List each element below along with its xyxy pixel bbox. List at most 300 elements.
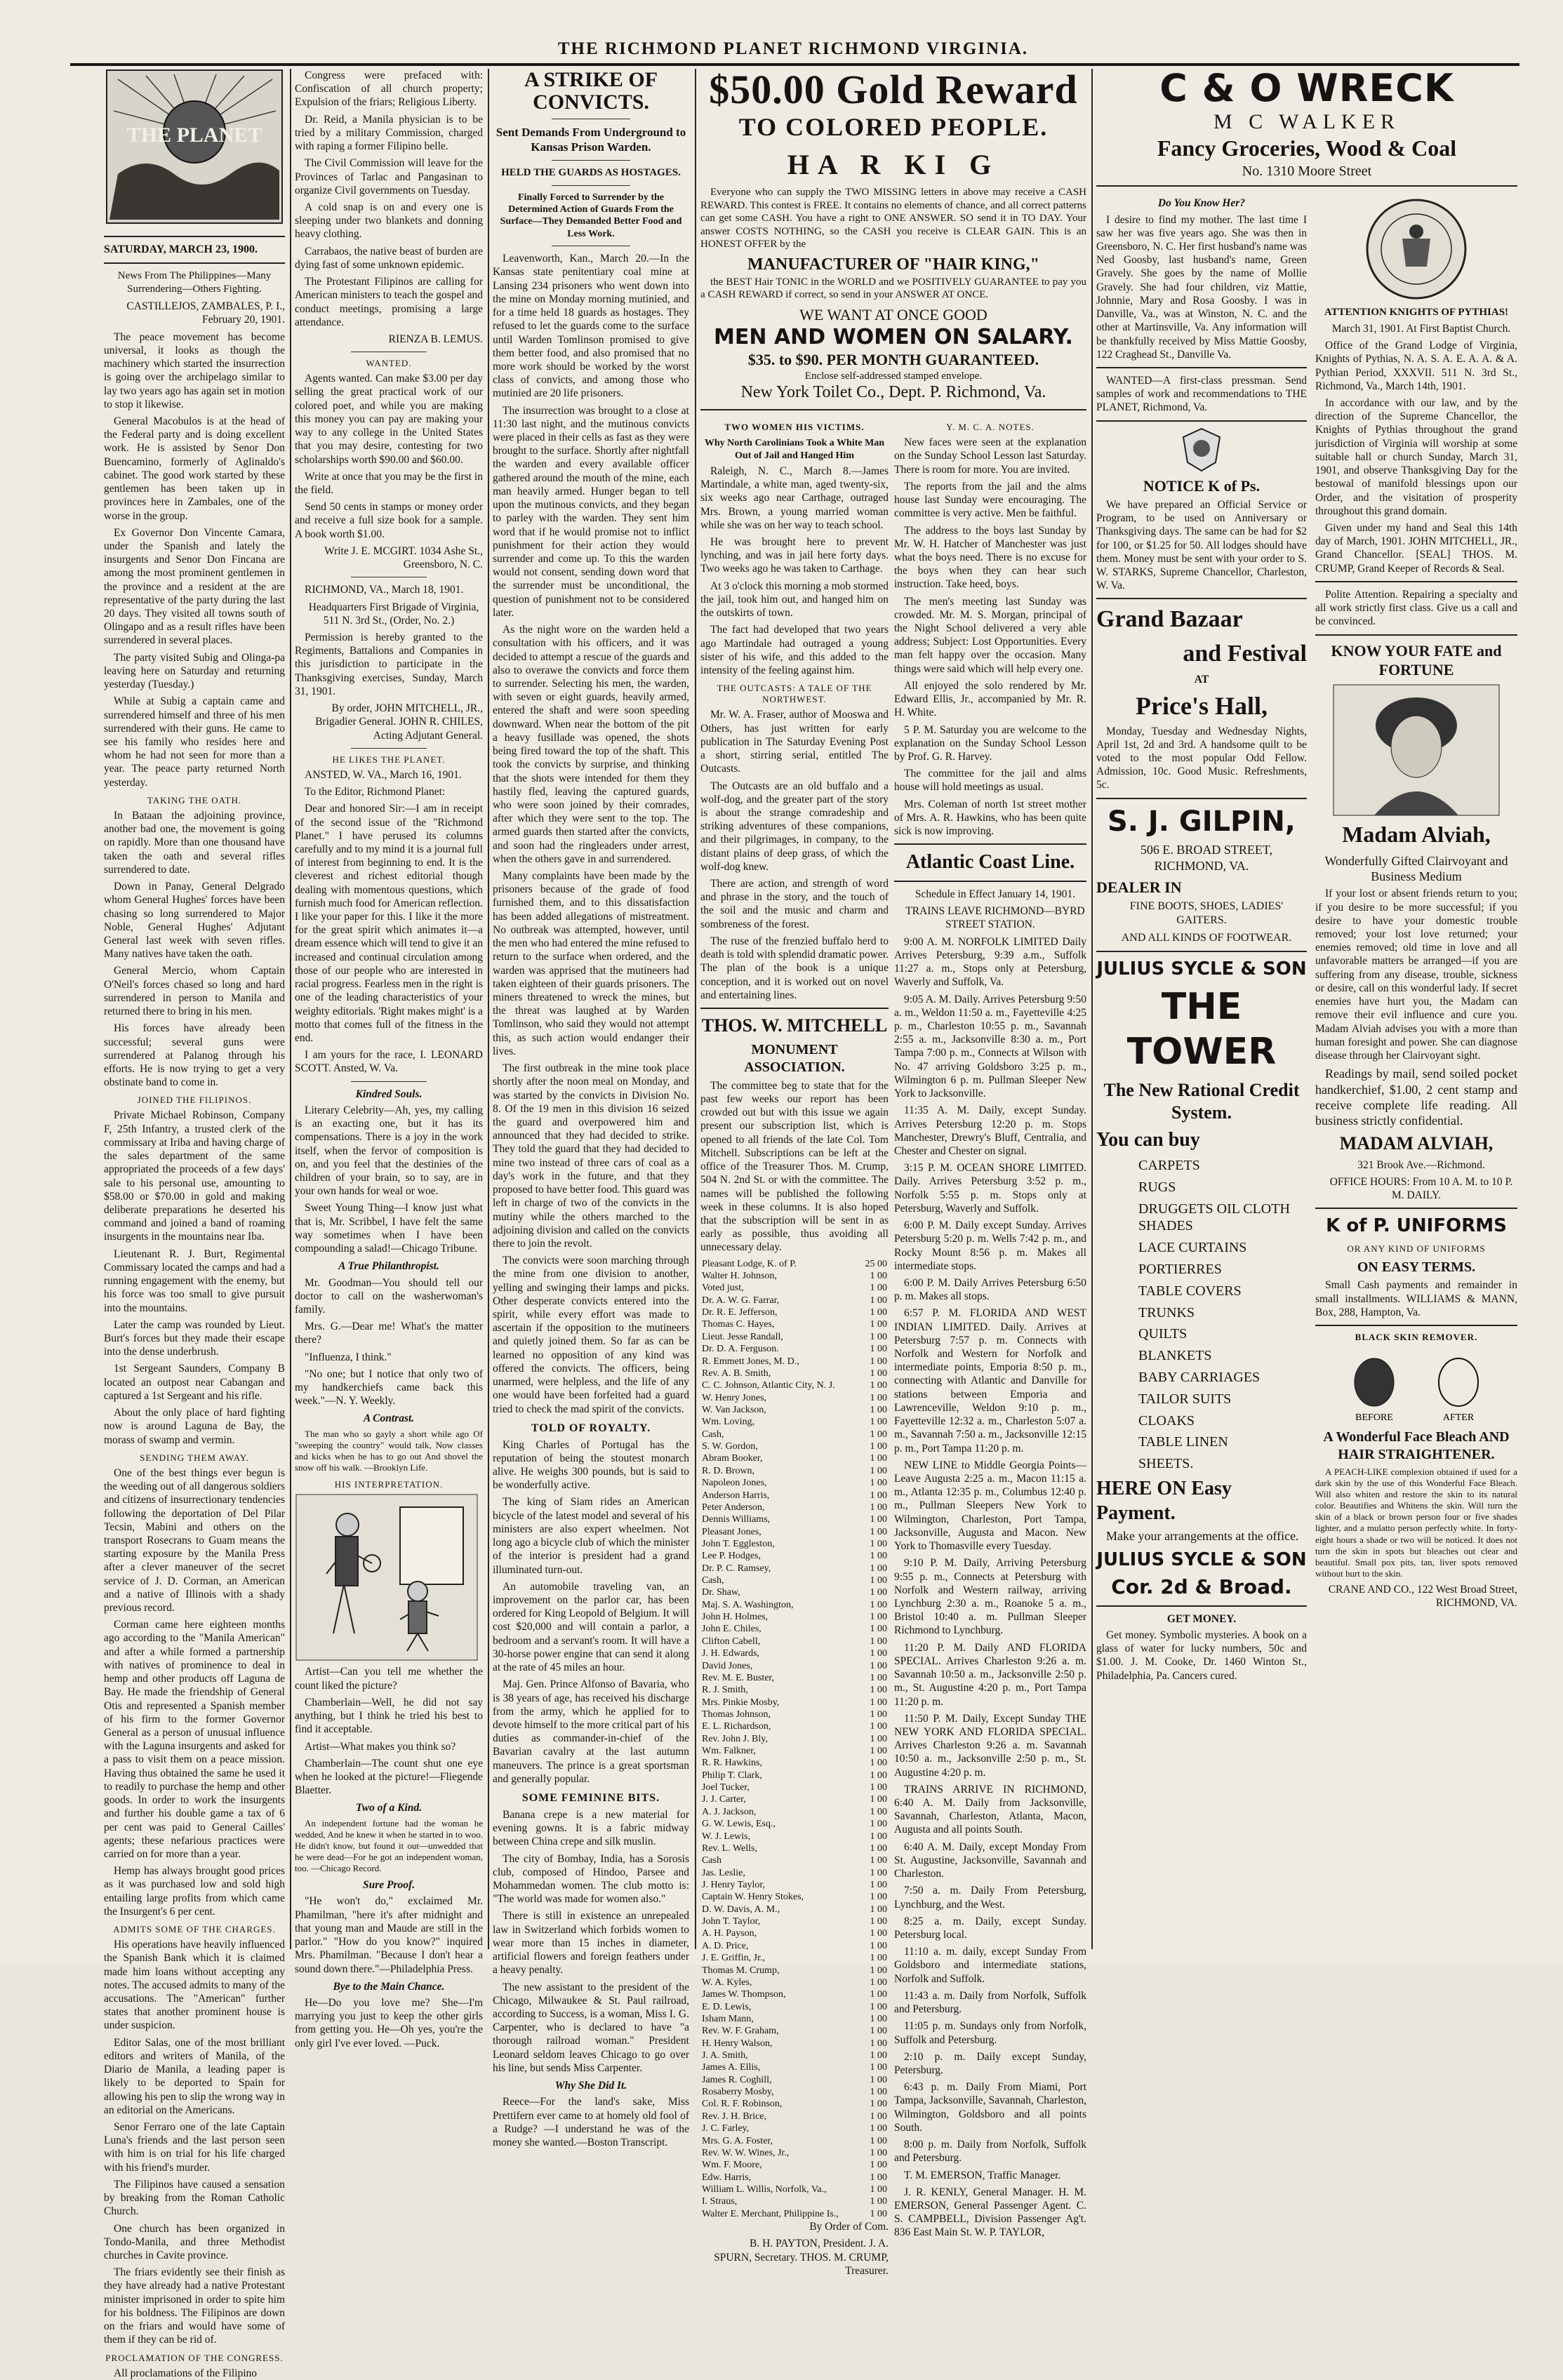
subscriber-amount: 1 00 (870, 1478, 887, 1489)
madam-name: MADAM ALVIAH, (1339, 1133, 1494, 1154)
subscriber-row (700, 1404, 889, 1416)
subscriber-amount: 1 00 (870, 1806, 887, 1817)
subscriber-name: Thomas M. Crump, (702, 1965, 780, 1976)
col2-para: Artist—Can you tell me whether the count liked the picture? (295, 1666, 483, 1692)
corner-heading: Cor. 2d & Broad. (1111, 1575, 1292, 1598)
subscriber-name: A. J. Jackson, (702, 1806, 757, 1817)
gold-reward-headline: $50.00 Gold Reward (709, 67, 1078, 112)
subscriber-name: Walter H. Johnson, (702, 1271, 777, 1282)
subscriber-name: E. D. Lewis, (702, 2001, 752, 2012)
subscriber-row (700, 1586, 889, 1598)
goods-item: TABLE LINEN (1138, 1434, 1228, 1450)
train-entry: 11:35 A. M. Daily, except Sunday. Arrives Petersburg 12:20 p. m. Stops Manchester, Drewry's Bluff, Centralia, and Chester and Chester on signal. (894, 1104, 1086, 1157)
subscriber-amount: 1 00 (870, 1953, 887, 1964)
subscriber-amount: 1 00 (870, 1672, 887, 1683)
subscriber-name: J. C. Farley, (702, 2123, 750, 2134)
skin-heading: BLACK SKIN REMOVER. (1355, 1332, 1478, 1343)
goods-item: TAILOR SUITS (1138, 1391, 1232, 1407)
col1-para: While at Subig a captain came and surrendered himself and three of his men surrendered with their guns. He came to see his family who resides here and whom he had not seen for more than a year. The peace party returned North yesterday. (104, 695, 285, 789)
col2-para: Chamberlain—The count shut one eye when he looked at the picture!—Fliegende Blaetter. (295, 1757, 483, 1797)
subscriber-amount: 1 00 (870, 1587, 887, 1598)
bazaar-at: AT (1194, 673, 1209, 686)
col2-para: Send 50 cents in stamps or money order and receive a full size book for a sample. A book worth $1.00. (295, 501, 483, 540)
col5-para: If your lost or absent friends return to you; if you desire to be more successful; if you desire to have your domestic trouble removed; your lost love returned; your enemies removed; old time in love and all unfavorable matters be arranged—if you are suffering from any disease, trouble, sickness or desire, call on this wonderful lady. If secret enemies have hurt you, the Madam can remove their evil influence and cure you. Madam Alviah advises you with a more than human foresight and power. She can diagnose disease through her Clairvoyant sight. (1315, 888, 1517, 1062)
subscriber-amount: 1 00 (870, 1636, 887, 1647)
subscriber-row (700, 1331, 889, 1343)
gilpin-heading: S. J. GILPIN, (1107, 805, 1296, 838)
sureproof-heading: Sure Proof. (362, 1879, 415, 1892)
philanthropist-heading: A True Philanthropist. (338, 1260, 439, 1273)
subscriber-amount: 1 00 (870, 1831, 887, 1842)
subscriber-row (700, 1684, 889, 1696)
col5-para: WANTED—A first-class pressman. Send samples of work and recommendations to THE PLANET, Richmond, Va. (1096, 374, 1307, 414)
enclose-line: Enclose self-addressed stamped envelope. (804, 370, 983, 382)
subscriber-amount: 1 00 (870, 1331, 887, 1342)
fate-heading: KNOW YOUR FATE and FORTUNE (1331, 641, 1502, 678)
subscriber-row (700, 1575, 889, 1586)
subscriber-row (700, 2195, 889, 2207)
col2-para: The Civil Commission will leave for the Provinces of Tarlac and Pangasinan to organize Civil governments on Tuesday. (295, 157, 483, 196)
col1-para: One of the best things ever begun is the weeding out of all dangerous soldiers and citizens of insurrectionary tendencies following the deportation of Del Pilar Tecsin, Mabini and others on the transport Rosecrans to Guam means the starting exposure by the Manila Press after a clever maneuver of the secret service of J. D. Corman, an American and a native of Illinois with a shady previous record. (104, 1466, 285, 1614)
subscriber-name: A. H. Payson, (702, 1928, 757, 1939)
train-entry: 6:00 P. M. Daily except Sunday. Arrives Petersburg 5:20 p. m. Wells 7:42 p. m., and Rocky Mount 8:56 p. m. Makes all intermediate stops. (894, 1219, 1086, 1272)
subscriber-amount: 1 00 (870, 1880, 887, 1890)
col2-para: Dr. Reid, a Manila physician is to be tried by a military Commission, charged with raping a former Filipino belle. (295, 113, 483, 153)
train-entry: 6:43 p. m. Daily From Miami, Port Tampa, Jacksonville, Savannah, Charleston, Wilmington, Goldsboro and all points South. (894, 2081, 1086, 2134)
subscriber-name: Anderson Harris, (702, 1490, 770, 1501)
subscriber-amount: 1 00 (870, 2099, 887, 2110)
attention-heading: ATTENTION KNIGHTS OF PYTHIAS! (1324, 307, 1509, 319)
subscriber-row (700, 1965, 889, 1977)
goods-item: CLOAKS (1138, 1412, 1195, 1429)
subscriber-amount: 1 00 (870, 1916, 887, 1927)
subscriber-amount: 1 00 (870, 1685, 887, 1696)
col1-para: Editor Salas, one of the most brilliant editors and writers of Manila, of the Diario de Manila, a leading paper is likely to be deported to Spain for allowing his pen to slip the wrong way in an editorial on the Americans. (104, 2036, 285, 2116)
col1-para: His operations have heavily influenced the Spanish Bank which it is claimed made him loans without accepting any notes. The accused admits to many of the accusations. The "American" further states that another prominent house is under suspicion. (104, 1939, 285, 2032)
interpretation-heading: HIS INTERPRETATION. (334, 1479, 444, 1490)
subscriber-name: Rev. L. Wells, (702, 1843, 757, 1854)
proclamation-heading: PROCLAMATION OF THE CONGRESS. (105, 2352, 284, 2363)
subscriber-amount: 1 00 (870, 1344, 887, 1355)
col4-para: The address to the boys last Sunday by Mr. W. H. Hatcher of Manchester was just what the boys need. There is no excuse for the boys when they can hear such instruction. Take heed, boys. (894, 524, 1086, 591)
col2-para: I am yours for the race, I. LEONARD SCOTT. Ansted, W. Va. (295, 1049, 483, 1075)
subscriber-row (700, 1879, 889, 1891)
col2-para: Headquarters First Brigade of Virginia, 511 N. 3rd St., (Order, No. 2.) (308, 601, 479, 627)
subscriber-name: Peter Anderson, (702, 1502, 765, 1513)
subscriber-row (700, 1379, 889, 1391)
col2-para: Artist—What makes you think so? (305, 1740, 456, 1753)
subscriber-row (700, 1282, 889, 1294)
col4-para: The reports from the jail and the alms house last Sunday were encouraging. The committee is very active. Men be faithful. (894, 480, 1086, 520)
subscriber-amount: 1 00 (870, 2147, 887, 2158)
subscriber-amount: 1 00 (870, 2184, 887, 2195)
subscriber-row (700, 2147, 889, 2159)
salary-line: $35. to $90. PER MONTH GUARANTEED. (747, 351, 1039, 369)
col4-para: the BEST Hair TONIC in the WORLD and we POSITIVELY GUARANTEE to pay you a CASH REWARD if correct, so send in your ANSWER AT ONCE. (700, 276, 1086, 301)
canbuy-heading: You can buy (1096, 1129, 1200, 1151)
subscriber-amount: 1 00 (870, 1721, 887, 1732)
goods-item: QUILTS (1138, 1326, 1188, 1342)
subscriber-row (700, 1392, 889, 1404)
bazaar-heading: Grand Bazaar (1096, 606, 1243, 633)
subscriber-name: James A. Ellis, (702, 2062, 761, 2073)
subscriber-row (700, 1623, 889, 1635)
subscriber-name: William L. Willis, Norfolk, Va., (702, 2184, 827, 2195)
subscriber-row (700, 1538, 889, 1550)
column-1 (104, 69, 285, 2379)
column-4 (700, 67, 1086, 2277)
col5-right (1315, 192, 1517, 1613)
col1-para: One church has been organized in Tondo-Manila, and three Methodist churches in Cavite province. (104, 2222, 285, 2261)
subscriber-row (700, 1988, 889, 2000)
subscriber-amount: 1 00 (870, 1356, 887, 1367)
col1-headline: News From The Philippines—Many Surrendering—Others Fighting. (117, 270, 272, 295)
column-divider (695, 69, 696, 1949)
address-line: No. 1310 Moore Street (1242, 163, 1372, 179)
col1-para: Ex Governor Don Vincente Camara, under the Spanish and lately the insurgents and Senor Don Fincana are among the most prominent gentlemen in the province and a resident at the are representative of the party during the last 20 days. They visited all towns south of Olingapo and as a result rifles have been surrendered in several places. (104, 526, 285, 647)
subscriber-row (700, 2098, 889, 2110)
bye-heading: Bye to the Main Chance. (333, 1980, 445, 1993)
subscriber-name: Mrs. Pinkie Mosby, (702, 1697, 780, 1708)
convicts-subhead: HELD THE GUARDS AS HOSTAGES. (501, 167, 681, 179)
filipinos-heading: JOINED THE FILIPINOS. (137, 1095, 252, 1106)
col4-para: There are action, and strength of word and phrase in the story, and the touch of the soil and the music and charm and sombreness of the forest. (700, 878, 889, 930)
col2-para: The Protestant Filipinos are calling for American ministers to teach the gospel and conduct meetings, promising a large attendance. (295, 276, 483, 328)
subscriber-name: Maj. S. A. Washington, (702, 1599, 794, 1610)
subscriber-name: I. Straus, (702, 2196, 738, 2207)
col3-para: Banana crepe is a new material for evening gowns. It is a fabric midway between China crepe and silk muslin. (493, 1808, 689, 1848)
signature: Write J. E. MCGIRT. 1034 Ashe St., Greensboro, N. C. (324, 544, 483, 571)
subscriber-name: Pleasant Jones, (702, 1526, 761, 1537)
col1-para: Lieutenant R. J. Burt, Regimental Commissary located the camps and had a running engagement with the enemy, but his force was too small to give pursuit into the mountains. (104, 1248, 285, 1314)
column-5 (1096, 66, 1517, 1949)
goods-item: RUGS (1138, 1179, 1176, 1195)
masthead: THE RICHMOND PLANET RICHMOND VIRGINIA. (557, 39, 1029, 58)
bazaar-hall: Price's Hall, (1136, 691, 1268, 720)
col5-para: We have prepared an Official Service or Program, to be used on Anniversary or Thanksgiving days. The same can be had for $2 for 100, or $1.25 for 50. All lodges should have them. Money must be sent with your order to S. W. STARKS, Supreme Chancellor, Charleston, W. Va. (1096, 498, 1307, 592)
subscriber-row (700, 1720, 889, 1732)
col4-para: At 3 o'clock this morning a mob stormed the jail, took him out, and hanged him on the outskirts of town. (700, 580, 889, 620)
col5-left (1096, 192, 1307, 1685)
subscriber-amount: 1 00 (870, 1514, 887, 1525)
subscriber-amount: 1 00 (870, 1453, 887, 1464)
subscriber-name: Rev. J. H. Brice, (702, 2111, 767, 2122)
col4-para: Everyone who can supply the TWO MISSING letters in above may receive a CASH REWARD. This contest is FREE. It contains no elements of chance, and all correct patterns can get some CASH. You have a right to ONE ANSWER. SO send it in TO DAY. Your answer COSTS NOTHING, so the CASH you receive is CLEAR GAIN. This is an HONEST OFFER by the (700, 187, 1086, 250)
manufacturer-line: MANUFACTURER OF "HAIR KING," (747, 255, 1039, 274)
groceries-line: Fancy Groceries, Wood & Coal (1157, 135, 1457, 161)
subscriber-row (700, 1563, 889, 1575)
col3-para: Reece—For the land's sake, Miss Prettifern ever came to at homely old fool of a Rudge? —I understand he was of the money she wanted.—Boston Transcript. (493, 2096, 689, 2148)
col1-para: Senor Ferraro one of the late Captain Luna's friends and the last person seen with him is on trial for his life charged with his friend's murder. (104, 2121, 285, 2174)
subscriber-row (700, 1818, 889, 1830)
col3-para: Maj. Gen. Prince Alfonso of Bavaria, who is 38 years of age, has received his discharge from the army, which he applied for to devote himself to the more critical part of his duties as commander-in-chief of the Bavarian cavalry at the last autumn maneuvers. The prince is a great sportsman and generally popular. (493, 1678, 689, 1785)
col2-para: Mr. Goodman—You should tell our doctor to call on the washerwoman's family. (295, 1276, 483, 1316)
subscriber-row (700, 1368, 889, 1379)
subscriber-row (700, 2025, 889, 2037)
col2-para: Write at once that you may be the first in the field. (295, 470, 483, 497)
mitchell-heading: THOS. W. MITCHELL (701, 1015, 888, 1036)
subscriber-amount: 1 00 (870, 1283, 887, 1294)
subscriber-row (700, 1599, 889, 1611)
col1-para: The friars evidently see their finish as they have already had a native Protestant minister imprisoned in order to spite him for his boldness. The Filipinos are down on the friars and would have some of them if they can be rid of. (104, 2266, 285, 2346)
subscriber-row (700, 1757, 889, 1769)
subscriber-amount: 1 00 (870, 2087, 887, 2098)
col4-para: 5 P. M. Saturday you are welcome to the explanation on the Sunday School Lesson by Prof. G. R. Harvey. (894, 723, 1086, 763)
subscriber-name: R. R. Hawkins, (702, 1758, 762, 1769)
feminine-heading: SOME FEMININE BITS. (521, 1792, 660, 1805)
facebleach-heading: A Wonderful Face Bleach AND HAIR STRAIGHTENER. (1323, 1429, 1510, 1463)
column-2 (295, 69, 483, 2050)
logo-text: THE PLANET (126, 123, 262, 147)
train-entry: 11:50 P. M. Daily, Except Sunday THE NEW YORK AND FLORIDA SPECIAL. Arrives Charleston 9:26 a. m. Savannah 10:50 a. m., Jacksonville 2:50 p. m., St. Augustine 4:20 p. m. (894, 1712, 1086, 1779)
subscriber-name: Dr. P. C. Ramsey, (702, 1563, 771, 1574)
subscriber-amount: 1 00 (870, 1307, 887, 1318)
col2-para: RICHMOND, VA., March 18, 1901. (305, 584, 464, 596)
train-entry: TRAINS ARRIVE IN RICHMOND, 6:40 A. M. Daily from Jacksonville, Savannah, Charleston, Atlanta, Macon, Augusta and all points South. (894, 1783, 1086, 1836)
subscriber-row (700, 1733, 889, 1745)
goods-item: TABLE COVERS (1138, 1283, 1242, 1299)
col4-para: Raleigh, N. C., March 8.—James Martindale, a white man, aged twenty-six, six weeks ago near Carthage, outraged Mrs. Brown, a young married woman while she was on her way to teach school. (700, 464, 889, 531)
subscriber-row (700, 1660, 889, 1672)
subscriber-name: Wm. F. Moore, (702, 2160, 762, 2171)
col2-para: Mrs. G.—Dear me! What's the matter there? (295, 1321, 483, 1346)
by-order: By Order of Com. (809, 2221, 889, 2233)
subscriber-amount: 1 00 (870, 1526, 887, 1537)
col5-para: Small Cash payments and remainder in small installments. WILLIAMS & MANN, Box, 288, Hampton, Va. (1315, 1279, 1517, 1318)
notice-heading: NOTICE K of Ps. (1143, 476, 1261, 495)
subscriber-name: Edw. Harris, (702, 2172, 752, 2183)
train-entry: T. M. EMERSON, Traffic Manager. (904, 2169, 1061, 2181)
subscriber-row (700, 1697, 889, 1709)
wanted-heading: WANTED. (366, 358, 412, 369)
subscriber-row (700, 1636, 889, 1647)
subscriber-amount: 1 00 (870, 1490, 887, 1501)
gold-reward-subhead: TO COLORED PEOPLE. (738, 112, 1049, 141)
subscriber-row (700, 1356, 889, 1368)
subscriber-amount: 1 00 (870, 1758, 887, 1769)
subscriber-name: Dr. R. E. Jefferson, (702, 1307, 778, 1318)
subscriber-amount: 1 00 (870, 2062, 887, 2073)
subscriber-name: Rev. A. B. Smith, (702, 1368, 771, 1379)
subscriber-row (700, 1611, 889, 1623)
subscriber-name: Cash, (702, 1575, 724, 1586)
subscriber-row (700, 1258, 889, 1270)
subscriber-row (700, 1513, 889, 1525)
goods-list (1096, 1157, 1307, 1473)
col2-para: Carrabaos, the native beast of burden are dying fast of some unknown epidemic. (295, 245, 483, 271)
col3-para: King Charles of Portugal has the reputation of being the stoutest monarch alive. He weighs 300 pounds, but is said to be wonderfully active. (493, 1438, 689, 1492)
subscriber-amount: 1 00 (870, 1368, 887, 1379)
col1-para: General Macobulos is at the head of the Federal party and is doing excellent work. He is assisted by Senor Don Buencamino, formerly of Aglinaldo's cabinet. The good work started by these gentlemen has been taken up in provinces here in Zambales, one of the worse in the group. (104, 415, 285, 522)
subscriber-row (700, 1550, 889, 1562)
tower-heading: THE TOWER (1126, 985, 1277, 1074)
subscriber-amount: 1 00 (870, 1380, 887, 1391)
subscriber-amount: 1 00 (870, 2038, 887, 2049)
subscriber-name: G. W. Lewis, Esq., (702, 1819, 776, 1830)
convicts-subhead: Finally Forced to Surrender by the Determined Action of Guards From the Surface—They Demanded Better Food and Less Work. (500, 192, 682, 239)
subscriber-name: John T. Eggleston, (702, 1538, 775, 1549)
subscriber-amount: 1 00 (870, 1392, 887, 1403)
royalty-heading: TOLD OF ROYALTY. (531, 1422, 651, 1434)
subscriber-name: John H. Holmes, (702, 1612, 769, 1623)
crane-address: CRANE AND CO., 122 West Broad Street, RICHMOND, VA. (1328, 1583, 1517, 1610)
acl-heading: Atlantic Coast Line. (905, 851, 1075, 874)
subscriber-amount: 1 00 (870, 2026, 887, 2037)
col4-left (700, 416, 889, 2281)
subscriber-row (700, 1781, 889, 1793)
col1-para: All proclamations of the Filipino (114, 2367, 258, 2379)
col5-para: I desire to find my mother. The last time I saw her was five years ago. She was then in Greensboro, N. C. Her first husband's name was Ned Goosby, last husband's name, Green Gravely. She goes by the name of Mollie Gravely. She had four children, viz Mattie, Johnnie, Mary and Rosa Goosby. I was in Danville, Va., was at Winston, N. C. and the other at Martinsville, Va. Any information will be thankfully received by Miss Mattie Goosby, 122 Craghead St., Danville Va. (1096, 213, 1307, 361)
twokind-heading: Two of a Kind. (355, 1802, 423, 1814)
subscriber-row (700, 2074, 889, 2086)
goods-item: CARPETS (1138, 1158, 1200, 1173)
train-entry: 11:10 a. m. daily, except Sunday From Goldsboro and intermediate stations, Norfolk and Suffolk. (894, 1946, 1086, 1985)
kindred-heading: Kindred Souls. (355, 1088, 423, 1100)
julius-heading: JULIUS SYCLE & SON (1096, 1549, 1307, 1570)
col1-para: The party visited Subig and Olinga-pa leaving here on Saturday and returning yesterday (Tuesday.) (104, 651, 285, 691)
subscriber-row (700, 1709, 889, 1720)
train-entry: 7:50 a. m. Daily From Petersburg, Lynchburg, and the West. (894, 1885, 1086, 1911)
col3-para: As the night wore on the warden held a consultation with his officers, and it was decided to attempt a rescue of the guards and also to overawe the convicts and force them to surrender. Selecting his men, the warden, with seven or eight guards, heavily armed, entered the shaft and were soon speeding downward. When near the bottom of the pit a heavy fusillade was opened, the shots being fired toward the top of the shaft. This took the convicts by surprise, and thinking that the shots were intended for them they hastily fled, leaving the captured guards, who were soon joined by their comrades, after which they were sent to the top. The armed guards then started after the convicts, and soon had the ringleaders under arrest, when the others gave in and surrendered. (493, 624, 689, 865)
col2-para: Chamberlain—Well, he did not say anything, but I think he tried his best to find it acceptable. (295, 1696, 483, 1736)
officers: B. H. PAYTON, President. J. A. SPURN, Secretary. THOS. M. CRUMP, Treasurer. (714, 2238, 889, 2277)
subscriber-table (700, 1258, 889, 2220)
col2-para: Literary Celebrity—Ah, yes, my calling is an exacting one, but it has its compensations. There is a joy in the work itself, when the fervor of composition is on, and you feel that the destinies of the children of your brain, so to say, are in your own hands for weal or woe. (295, 1104, 483, 1198)
subscriber-name: Thomas C. Hayes, (702, 1319, 775, 1330)
subscriber-name: W. J. Lewis, (702, 1831, 751, 1842)
knowher-heading: Do You Know Her? (1157, 197, 1246, 210)
subscriber-name: D. W. Davis, A. M., (702, 1904, 780, 1915)
subscriber-name: J. E. Griffin, Jr., (702, 1953, 765, 1964)
subscriber-name: John T. Taylor, (702, 1916, 761, 1927)
col4-para: Mr. W. A. Fraser, author of Mooswa and Others, has just written for early publication in The Saturday Evening Post a short, stirring serial, entitled The Outcasts. (700, 709, 889, 775)
train-entry: 11:43 a. m. Daily from Norfolk, Suffolk and Petersburg. (894, 1989, 1086, 2016)
gilpin-goods: FINE BOOTS, SHOES, LADIES' GAITERS. (1129, 900, 1284, 926)
acl-leave: TRAINS LEAVE RICHMOND—BYRD STREET STATION. (905, 905, 1085, 931)
col3-para: The new assistant to the president of the Chicago, Milwaukee & St. Paul railroad, according to Success, is a woman, Miss I. G. Carpenter, who is declared to have "a thorough railroad woman." President Leonard seldom leaves Chicago to go over his line, but sends Miss Carpenter. (493, 1981, 689, 2074)
want-line: WE WANT AT ONCE GOOD (799, 306, 987, 324)
ymca-heading: Y. M. C. A. NOTES. (946, 422, 1035, 433)
col4-para: The Outcasts are an old buffalo and a wolf-dog, and the greater part of the story is about the strange comradeship and striking adventures of these companions, and their pilgrimages, in company, to the distant plains of deep grass, of which the wolf-dog knew. (700, 780, 889, 873)
train-entry: 2:10 p. m. Daily except Sunday, Petersburg. (894, 2050, 1086, 2076)
subscriber-amount: 1 00 (870, 1928, 887, 1939)
subscriber-row (700, 1429, 889, 1440)
subscriber-amount: 1 00 (870, 1612, 887, 1623)
subscriber-amount: 1 00 (870, 1989, 887, 2000)
subscriber-name: Thomas Johnson, (702, 1709, 771, 1720)
subscriber-name: Lee P. Hodges, (702, 1551, 761, 1562)
men-women-line: MEN AND WOMEN ON SALARY. (714, 325, 1073, 350)
subscriber-name: Rev. M. E. Buster, (702, 1672, 775, 1683)
col1-para: Down in Panay, General Delgrado whom General Hughes' forces have been chasing so long surrendered to Major Noble, General Hughes' Adjutant General last week with seven rifles. Many natives have taken the oath. (104, 881, 285, 961)
subscriber-row (700, 1904, 889, 1916)
subscriber-amount: 1 00 (870, 1697, 887, 1708)
subscriber-row (700, 1806, 889, 1818)
col3-para: There is still in existence an unrepealed law in Switzerland which forbids women to wear more than 15 inches in diameter, artificial flowers and foreign feathers under a heavy penalty. (493, 1910, 689, 1977)
subscriber-row (700, 1647, 889, 1659)
col3-para: The insurrection was brought to a close at 11:30 last night, and the mutinous convicts were placed in their cells as fast as they were brought to the surface. Shortly after nightfall the warden and every available officer gathered around the mouth of the mine, each man heavily armed. Hunger began to tell upon the mutinous convicts, and they began to parley with the warden. They sent him word that if he would promise not to inflict punishment for their action they would surrender and come up. To this the warden would not consent, sending down word that the surrender must be unconditional, the question of punishment not to be considered later. (493, 404, 689, 619)
subscriber-row (700, 1916, 889, 1927)
date-line: SATURDAY, MARCH 23, 1900. (104, 243, 258, 256)
subscriber-name: R. Emmett Jones, M. D., (702, 1356, 799, 1367)
subscriber-row (700, 1343, 889, 1355)
subscriber-amount: 1 00 (870, 1502, 887, 1513)
subscriber-name: R. D. Brown, (702, 1465, 755, 1476)
subscriber-name: Philip T. Clark, (702, 1770, 762, 1781)
subscriber-name: Cash, (702, 1429, 724, 1440)
subscriber-row (700, 2013, 889, 2025)
col4-para: New faces were seen at the explanation on the Sunday School Lesson last Saturday. There is room for more. You are invited. (894, 436, 1086, 476)
subscriber-row (700, 1793, 889, 1805)
col1-para: The Filipinos have caused a sensation by breaking from the Roman Catholic Church. (104, 2178, 285, 2218)
easyterms-heading: ON EASY TERMS. (1357, 1259, 1476, 1275)
col1-para: The peace movement has become universal, it looks as though the machinery which started the insurrection is going over the archipelago similar to lay two years ago has again set in motion to stop it likewise. (104, 330, 285, 410)
knights-pythias-emblem-icon (1364, 196, 1469, 302)
subscriber-row (700, 1952, 889, 1964)
col2-para: He—Do you love me? She—I'm marrying you just to keep the other girls from getting you. He—Oh yes, you're the only girl I've ever loved. —Puck. (295, 1996, 483, 2050)
uniforms-heading: K of P. UNIFORMS (1326, 1215, 1507, 1237)
alviah-subhead: Wonderfully Gifted Clairvoyant and Business Medium (1324, 853, 1508, 884)
train-list (894, 935, 1086, 2182)
subscriber-amount: 1 00 (870, 2013, 887, 2024)
subscriber-amount: 1 00 (870, 1538, 887, 1549)
subscriber-name: Col. R. F. Robinson, (702, 2099, 783, 2110)
col1-para: Private Michael Robinson, Company F, 25th Infantry, a trusted clerk of the commissary at Iriba and having charge of the sales department of the same appropriated the proceeds of a few days' sale to his personal use, amounting to $58.00 or $70.00 in gold and making deliberate preparations he deserted his command and joined a band of roaming insurgents in the mountains near Iba. (104, 1109, 285, 1243)
subscriber-amount: 1 00 (870, 1271, 887, 1282)
subscriber-amount: 1 00 (870, 1295, 887, 1306)
col1-para: His forces have already been successful; several guns were surrendered at Palanog through his efforts. He is now trying to get a very obstinate band to come in. (104, 1022, 285, 1089)
why-heading: Why She Did It. (554, 2080, 627, 2092)
col2-para: Sweet Young Thing—I know just what that is, Mr. Scribbel, I have felt the same way sometimes when I have been compounding a salad!—Chicago Tribune. (295, 1202, 483, 1255)
subscriber-row (700, 1526, 889, 1538)
julius-heading: JULIUS SYCLE & SON (1096, 958, 1307, 980)
subscriber-row (700, 1416, 889, 1428)
col1-dateline: CASTILLEJOS, ZAMBALES, P. I., February 20, 1901. (126, 300, 285, 326)
col3-para: The city of Bombay, India, has a Sorosis club, composed of Hindoo, Parsee and Mohammedan women. The club motto is: "The world was made for women also." (493, 1852, 689, 1906)
subscriber-row (700, 1502, 889, 1513)
subscriber-name: Pleasant Lodge, K. of P. (702, 1258, 797, 1269)
col4-para: Mrs. Coleman of north 1st street mother of Mrs. A. R. Hawkins, who has been quite sick is now improving. (894, 798, 1086, 838)
subscriber-row (700, 1295, 889, 1306)
acl-schedule: Schedule in Effect January 14, 1901. (914, 888, 1076, 901)
col3-para: The first outbreak in the mine took place shortly after the noon meal on Monday, and was started by the convicts in Division No. 8. Of the 19 men in this division 16 seized the guard and overpowered him and announced that they had decided to strike. They told the guard that they had decided to mine two instead of three cars of coal as a day's work in the future, and that they proposed to have better food. This guard was left in charge of two of the convicts in the mutiny while the others marched to the adjoining division and called on the convicts there to join the revolt. (493, 1062, 689, 1250)
subscriber-amount: 1 00 (870, 1892, 887, 1903)
subscriber-amount: 1 00 (870, 1599, 887, 1610)
before-label: BEFORE (1355, 1412, 1393, 1424)
subscriber-amount: 1 00 (870, 1782, 887, 1793)
column-divider (488, 69, 489, 1949)
subscriber-name: Rev. W. F. Graham, (702, 2026, 779, 2037)
subscriber-amount: 1 00 (870, 2135, 887, 2146)
subscriber-amount: 1 00 (870, 1624, 887, 1635)
taking-oath-heading: TAKING THE OATH. (147, 794, 242, 805)
pythian-emblem-icon (1180, 427, 1223, 472)
subscriber-row (700, 1927, 889, 1939)
subscriber-name: John E. Chiles, (702, 1624, 761, 1635)
subscriber-amount: 1 00 (870, 2001, 887, 2012)
col2-para: ANSTED, W. VA., March 16, 1901. (305, 768, 462, 781)
subscriber-row (700, 1490, 889, 1502)
subscriber-row (700, 2086, 889, 2098)
subscriber-row (700, 1770, 889, 1781)
subscriber-amount: 1 00 (870, 1404, 887, 1415)
victims-heading: TWO WOMEN HIS VICTIMS. (724, 422, 865, 433)
subscriber-row (700, 1891, 889, 1903)
subscriber-amount: 1 00 (870, 1770, 887, 1781)
subscriber-amount: 1 00 (870, 1441, 887, 1452)
subscriber-amount: 1 00 (870, 1551, 887, 1562)
subscriber-amount: 1 00 (870, 2123, 887, 2134)
